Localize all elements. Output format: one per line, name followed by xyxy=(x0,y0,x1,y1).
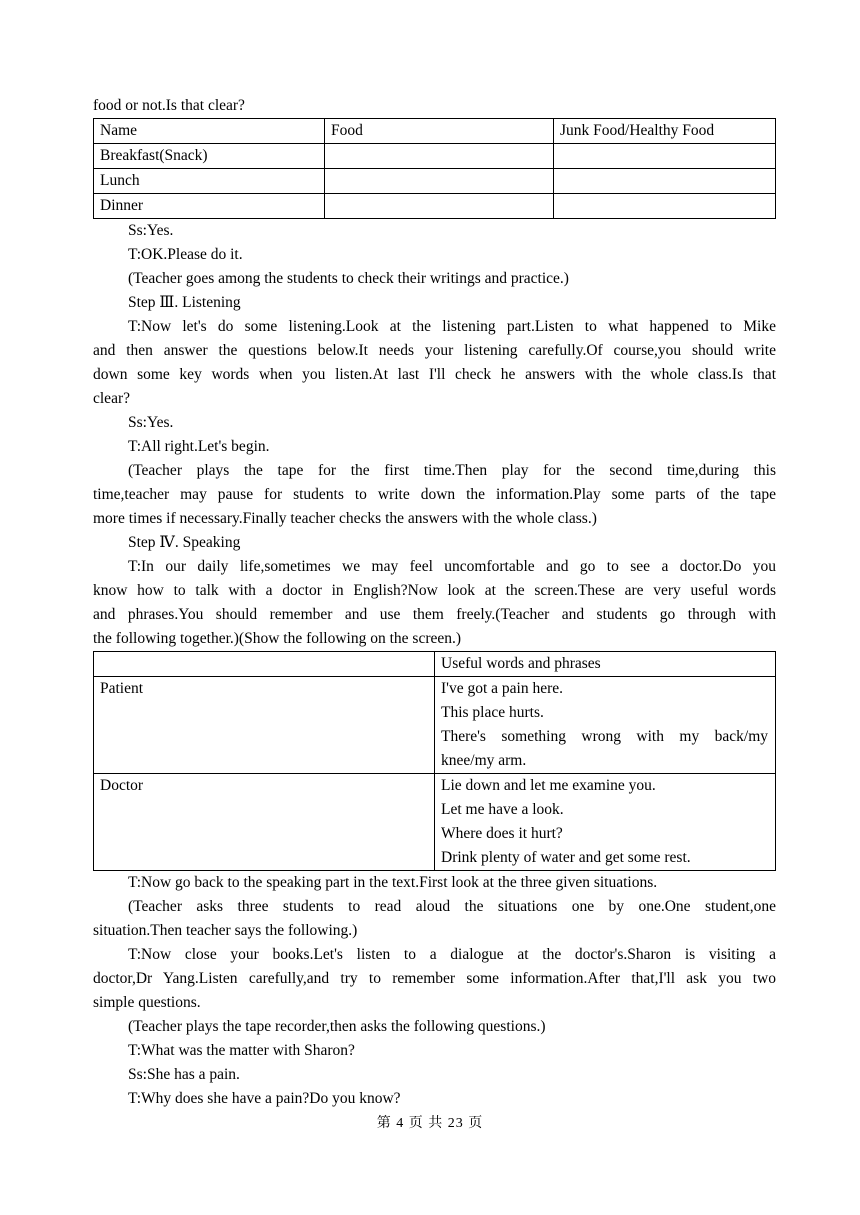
text-line: more times if necessary.Finally teacher checks the answers with the whole class.) xyxy=(93,510,597,527)
doctor-label: Doctor xyxy=(94,774,435,871)
phrase: There's something wrong with my back/my xyxy=(441,728,768,745)
phrases-table xyxy=(93,651,776,871)
document-page xyxy=(93,94,776,1111)
table-row xyxy=(94,774,776,871)
text-line: T:OK.Please do it. xyxy=(128,246,243,263)
text-line: T:All right.Let's begin. xyxy=(128,438,270,455)
table-cell: Dinner xyxy=(94,194,325,219)
table-row xyxy=(94,144,776,169)
text-line: (Teacher plays the tape for the first time.Then play for the second time,during this xyxy=(128,462,776,479)
text-line: Ss:She has a pain. xyxy=(128,1066,240,1083)
table-header-cell: Useful words and phrases xyxy=(435,652,776,677)
phrase: Lie down and let me examine you. xyxy=(441,777,656,794)
text-line: (Teacher asks three students to read aloud the situations one by one.One student,one xyxy=(128,898,776,915)
table-header-cell: Name xyxy=(94,119,325,144)
tape-paragraph xyxy=(93,459,776,531)
text-line: (Teacher goes among the students to check their writings and practice.) xyxy=(128,270,569,287)
table-cell xyxy=(325,194,554,219)
table-row xyxy=(94,194,776,219)
speaking-paragraph xyxy=(93,555,776,651)
phrase: Drink plenty of water and get some rest. xyxy=(441,849,691,866)
listening-paragraph xyxy=(93,315,776,411)
phrase: Where does it hurt? xyxy=(441,825,563,842)
table-cell xyxy=(325,144,554,169)
patient-label: Patient xyxy=(94,677,435,774)
table-header-row xyxy=(94,119,776,144)
doctor-phrases xyxy=(435,774,776,871)
table-row xyxy=(94,677,776,774)
table-header-cell: Food xyxy=(325,119,554,144)
text-line: the following together.)(Show the following on the screen.) xyxy=(93,630,462,647)
phrase: Let me have a look. xyxy=(441,801,564,818)
table-cell xyxy=(554,194,776,219)
text-line: clear? xyxy=(93,390,130,407)
phrase: This place hurts. xyxy=(441,704,544,721)
step-heading: Step Ⅳ. Speaking xyxy=(128,534,241,551)
text-line: doctor,Dr Yang.Listen carefully,and try to remember some information.After that,I'll ask you two xyxy=(93,970,776,987)
intro-line: food or not.Is that clear? xyxy=(93,97,245,114)
table-cell: Lunch xyxy=(94,169,325,194)
text-line: down some key words when you listen.At last I'll check he answers with the whole class.Is that xyxy=(93,366,776,383)
text-line: situation.Then teacher says the following.) xyxy=(93,922,358,939)
asks-paragraph xyxy=(93,895,776,943)
text-line: simple questions. xyxy=(93,994,201,1011)
text-line: T:What was the matter with Sharon? xyxy=(128,1042,355,1059)
table-header-row xyxy=(94,652,776,677)
table-cell xyxy=(94,652,435,677)
text-line: T:Now close your books.Let's listen to a dialogue at the doctor's.Sharon is visiting a xyxy=(128,946,776,963)
phrase: knee/my arm. xyxy=(441,752,527,769)
table-cell xyxy=(554,169,776,194)
table-header-cell: Junk Food/Healthy Food xyxy=(554,119,776,144)
text-line: know how to talk with a doctor in English?Now look at the screen.These are very useful words xyxy=(93,582,776,599)
text-line: and then answer the questions below.It needs your listening carefully.Of course,you should write xyxy=(93,342,776,359)
text-line: T:In our daily life,sometimes we may feel uncomfortable and go to see a doctor.Do you xyxy=(128,558,776,575)
close-books-paragraph xyxy=(93,943,776,1015)
page-number-footer: 第 4 页 共 23 页 xyxy=(376,1116,484,1131)
text-line: T:Why does she have a pain?Do you know? xyxy=(128,1090,401,1107)
table-cell xyxy=(554,144,776,169)
text-line: T:Now let's do some listening.Look at the listening part.Listen to what happened to Mike xyxy=(128,318,776,335)
step-heading: Step Ⅲ. Listening xyxy=(128,294,241,311)
meal-table xyxy=(93,118,776,219)
text-line: (Teacher plays the tape recorder,then asks the following questions.) xyxy=(128,1018,546,1035)
table-cell xyxy=(325,169,554,194)
patient-phrases xyxy=(435,677,776,774)
text-line: Ss:Yes. xyxy=(128,222,174,239)
text-line: Ss:Yes. xyxy=(128,414,174,431)
text-line: T:Now go back to the speaking part in the text.First look at the three given situations. xyxy=(128,874,658,891)
text-line: time,teacher may pause for students to write down the information.Play some parts of the tape xyxy=(93,486,776,503)
phrase: I've got a pain here. xyxy=(441,680,564,697)
table-cell: Breakfast(Snack) xyxy=(94,144,325,169)
text-line: and phrases.You should remember and use them freely.(Teacher and students go through with xyxy=(93,606,776,623)
table-row xyxy=(94,169,776,194)
